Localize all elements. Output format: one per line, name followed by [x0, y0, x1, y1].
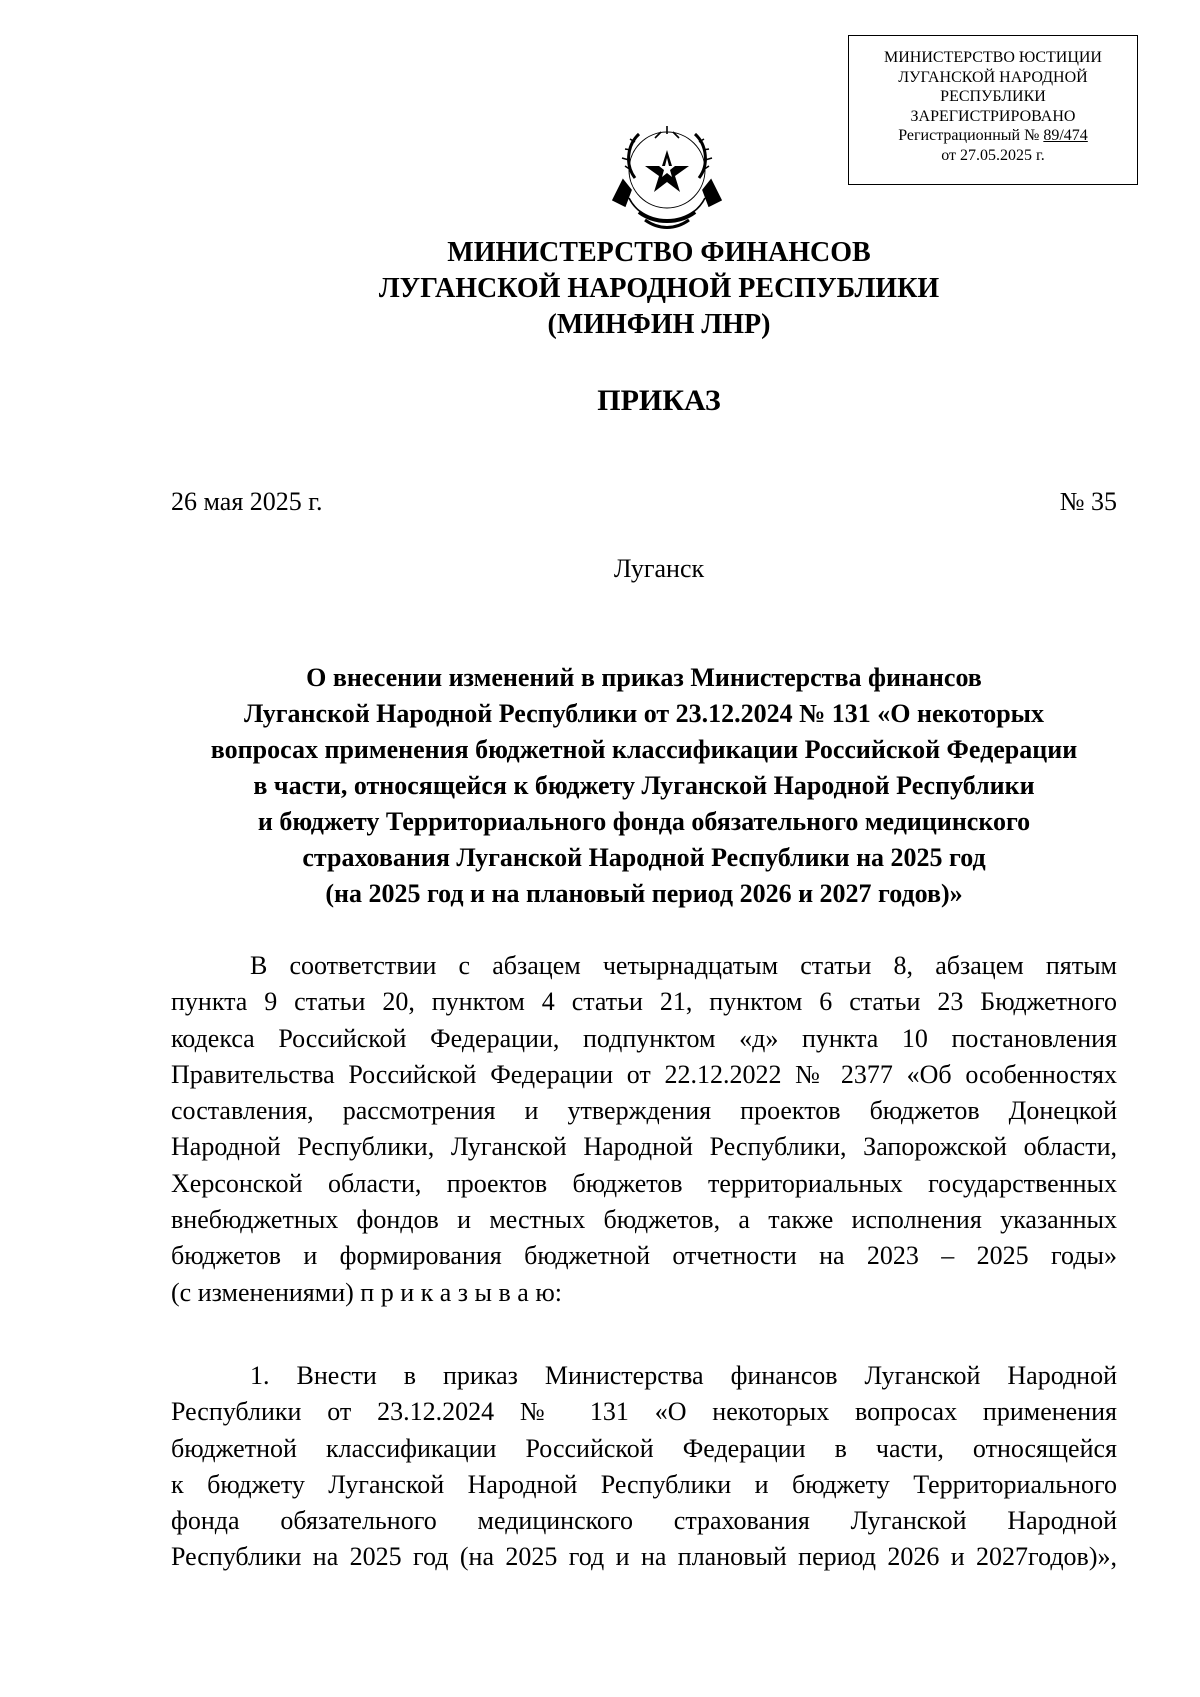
clause-1-paragraph [171, 1358, 1117, 1576]
organization-title [0, 235, 1200, 343]
paragraph-line: (с изменениями) п р и к а з ы в а ю: [171, 1277, 562, 1307]
paragraph-line: бюджетной классификации Российской Федерации в части, относящейся [171, 1433, 1117, 1463]
paragraph-line: В соответствии с абзацем четырнадцатым статьи 8, абзацем пятым [250, 951, 1117, 980]
paragraph-line: пункта 9 статьи 20, пунктом 4 статьи 21, пунктом 6 статьи 23 Бюджетного [171, 987, 1117, 1017]
document-city: Луганск [613, 554, 705, 583]
org-title-abbr: (МИНФИН ЛНР) [547, 309, 771, 340]
paragraph-line: к бюджету Луганской Народной Республики и бюджету Территориального [171, 1469, 1117, 1499]
subject-line: О внесении изменений в приказ Министерства финансов [306, 663, 982, 692]
paragraph-line: Республики на 2025 год (на 2025 год и на плановый период 2026 и 2027годов)», [171, 1542, 1117, 1572]
subject-line: в части, относящейся к бюджету Луганской Народной Республики [253, 771, 1035, 800]
paragraph-line: бюджетов и формирования бюджетной отчетности на 2023 – 2025 годы» [171, 1241, 1117, 1271]
registration-stamp [848, 35, 1138, 185]
stamp-reg-date: от 27.05.2025 г. [941, 146, 1045, 164]
paragraph-line: Республики от 23.12.2024 № 131 «О некоторых вопросах применения [171, 1397, 1117, 1427]
subject-line: страхования Луганской Народной Республики на 2025 год [302, 843, 986, 872]
paragraph-line: Херсонской области, проектов бюджетов территориальных государственных [171, 1168, 1117, 1198]
document-type: ПРИКАЗ [597, 384, 721, 417]
stamp-line: РЕСПУБЛИКИ [940, 88, 1046, 105]
paragraph-line: 1. Внести в приказ Министерства финансов Луганской Народной [250, 1361, 1117, 1390]
paragraph-line: фонда обязательного медицинского страхования Луганской Народной [171, 1506, 1117, 1536]
stamp-reg-number: 89/474 [1043, 127, 1088, 144]
subject-line: и бюджету Территориального фонда обязательного медицинского [257, 807, 1031, 836]
paragraph-line: Правительства Российской Федерации от 22.12.2022 № 2377 «Об особенностях [171, 1059, 1117, 1089]
paragraph-line: внебюджетных фондов и местных бюджетов, а также исполнения указанных [171, 1205, 1117, 1235]
paragraph-line: составления, рассмотрения и утверждения проектов бюджетов Донецкой [171, 1096, 1117, 1126]
org-title-line: МИНИСТЕРСТВО ФИНАНСОВ [447, 237, 871, 268]
stamp-line: ЗАРЕГИСТРИРОВАНО [910, 107, 1076, 125]
document-date: 26 мая 2025 г. [171, 487, 323, 516]
stamp-registration-number-line [849, 126, 1137, 146]
stamp-reg-label: Регистрационный № [898, 127, 1040, 144]
subject-line: вопросах применения бюджетной классификации Российской Федерации [210, 735, 1078, 764]
preamble-paragraph [171, 948, 1117, 1311]
paragraph-line: Народной Республики, Луганской Народной Республики, Запорожской области, [171, 1132, 1117, 1162]
org-title-line: ЛУГАНСКОЙ НАРОДНОЙ РЕСПУБЛИКИ [378, 273, 940, 304]
stamp-line: МИНИСТЕРСТВО ЮСТИЦИИ [884, 49, 1102, 66]
document-number: № 35 [1059, 487, 1117, 516]
subject-line: Луганской Народной Республики от 23.12.2024 № 131 «О некоторых [244, 699, 1044, 728]
paragraph-line: кодекса Российской Федерации, подпунктом «д» пункта 10 постановления [171, 1023, 1117, 1053]
document-subject [171, 660, 1117, 912]
coat-of-arms-icon [605, 120, 730, 240]
subject-line: (на 2025 год и на плановый период 2026 и 2027 годов)» [325, 879, 963, 908]
stamp-line: ЛУГАНСКОЙ НАРОДНОЙ [898, 68, 1088, 86]
